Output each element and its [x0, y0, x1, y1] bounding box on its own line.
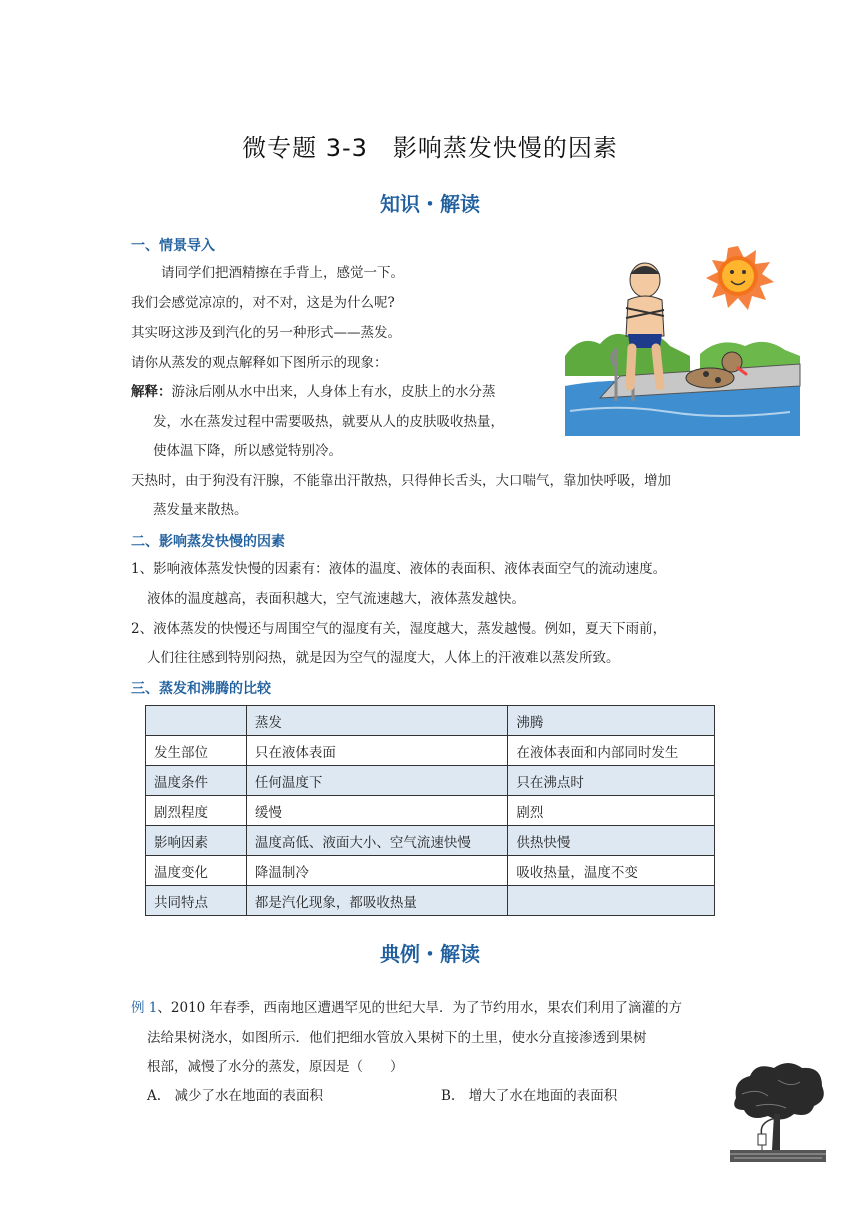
- dog-line-1: 天热时，由于狗没有汗腺，不能靠出汗散热，只得伸长舌头，大口喘气，靠加快呼吸，增加: [131, 473, 671, 489]
- table-cell: 降温制冷: [246, 856, 508, 886]
- table-row: [146, 766, 715, 796]
- example1-label: 例 1: [131, 1000, 158, 1016]
- example1-line-2: 法给果树浇水，如图所示．他们把细水管放入果树下的土里，使水分直接渗透到果树: [147, 1030, 647, 1046]
- factor-1-line-1: 1、影响液体蒸发快慢的因素有：液体的温度、液体的表面积、液体表面空气的流动速度。: [131, 561, 667, 577]
- table-row: [146, 826, 715, 856]
- table-row: [146, 736, 715, 766]
- swimmer-illustration: [560, 236, 805, 436]
- table-cell: 吸收热量，温度不变: [508, 856, 715, 886]
- table-cell: 温度变化: [146, 856, 247, 886]
- intro-line-4: 请你从蒸发的观点解释如下图所示的现象：: [131, 355, 388, 371]
- example1-line-3: 根部，减慢了水分的蒸发，原因是（ ）: [147, 1059, 404, 1075]
- table-cell: [146, 706, 247, 736]
- table-cell: 发生部位: [146, 736, 247, 766]
- heading-scene-intro: 一、情景导入: [131, 238, 215, 254]
- explain-label: 解释：: [131, 384, 172, 400]
- page-title: 微专题 3-3 影响蒸发快慢的因素: [242, 134, 618, 162]
- example1-line-1: 例 1、2010 年春季，西南地区遭遇罕见的世纪大旱．为了节约用水，果农们利用了滴灌的方: [131, 1000, 683, 1016]
- table-row: [146, 886, 715, 916]
- table-header-row: [146, 706, 715, 736]
- table-cell: 影响因素: [146, 826, 247, 856]
- table-cell: 温度条件: [146, 766, 247, 796]
- table-cell: 任何温度下: [246, 766, 508, 796]
- table-cell: 温度高低、液面大小、空气流速快慢: [246, 826, 508, 856]
- table-cell: 都是汽化现象，都吸收热量: [246, 886, 508, 916]
- option-b: B. 增大了水在地面的表面积: [441, 1088, 618, 1104]
- table-cell: 蒸发: [246, 706, 508, 736]
- intro-line-3: 其实呀这涉及到汽化的另一种形式——蒸发。: [131, 325, 401, 341]
- factor-2-line-2: 人们往往感到特别闷热，就是因为空气的湿度大，人体上的汗液难以蒸发所致。: [147, 650, 620, 666]
- table-cell: 剧烈: [508, 796, 715, 826]
- intro-line-1: 请同学们把酒精擦在手背上，感觉一下。: [161, 265, 404, 281]
- heading-factors: 二、影响蒸发快慢的因素: [131, 534, 285, 550]
- section-title-examples: 典例・解读: [380, 942, 480, 966]
- table-cell: 只在液体表面: [246, 736, 508, 766]
- heading-comparison: 三、蒸发和沸腾的比较: [131, 681, 271, 697]
- table-cell: 共同特点: [146, 886, 247, 916]
- dog-line-2: 蒸发量来散热。: [153, 502, 248, 518]
- factor-2-line-1: 2、液体蒸发的快慢还与周围空气的湿度有关，湿度越大，蒸发越慢。例如，夏天下雨前，: [131, 621, 667, 637]
- section-title-knowledge: 知识・解读: [380, 192, 480, 216]
- table-row: [146, 856, 715, 886]
- intro-line-2: 我们会感觉凉凉的，对不对，这是为什么呢?: [131, 295, 395, 311]
- comparison-table: [145, 705, 715, 916]
- table-cell: [508, 886, 715, 916]
- table-cell: 在液体表面和内部同时发生: [508, 736, 715, 766]
- explain-line-3: 使体温下降，所以感觉特别冷。: [153, 443, 342, 459]
- table-row: [146, 796, 715, 826]
- table-cell: 供热快慢: [508, 826, 715, 856]
- explain-line-1: 解释：游泳后刚从水中出来，人身体上有水，皮肤上的水分蒸: [131, 384, 496, 400]
- table-cell: 剧烈程度: [146, 796, 247, 826]
- option-a: A. 减少了水在地面的表面积: [147, 1088, 324, 1104]
- table-cell: 沸腾: [508, 706, 715, 736]
- factor-1-line-2: 液体的温度越高，表面积越大，空气流速越大，液体蒸发越快。: [147, 591, 525, 607]
- table-cell: 只在沸点时: [508, 766, 715, 796]
- drip-irrigation-tree-illustration: [728, 1058, 828, 1162]
- table-cell: 缓慢: [246, 796, 508, 826]
- explain-line-2: 发，水在蒸发过程中需要吸热，就要从人的皮肤吸收热量，: [153, 414, 504, 430]
